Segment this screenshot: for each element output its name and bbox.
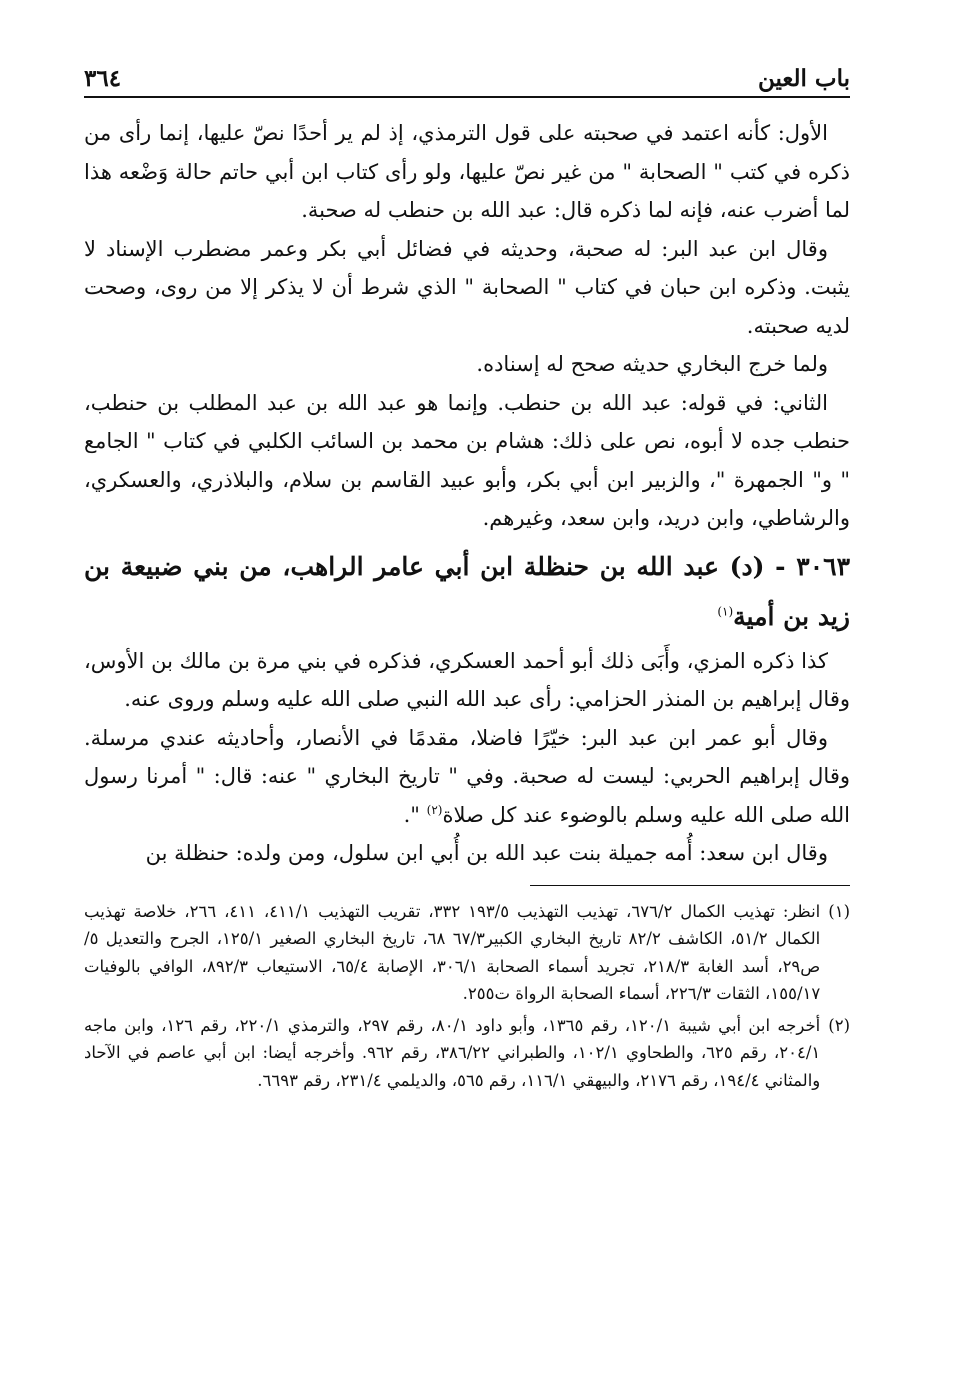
footnotes [84,898,850,1095]
footnote-2 [84,1012,850,1095]
footnote-ref-1: (١) [717,604,734,619]
paragraph-second-objection: الثاني: في قوله: عبد الله بن حنطب. وإنما هو عبد الله بن عبد المطلب بن حنطب، حنطب جده لا أبوه، نص على ذلك: هشام بن محمد بن السائب الكلبي في كتاب " الجامع " و" الجمهرة "، والزبير ابن أبي بكر، وأبو عبيد القاسم بن سلام، والبلاذري، والعسكري، والرشاطي، وابن دريد، وابن سعد، وغيرهم. [84,390,850,530]
footnote-text: انظر: تهذيب الكمال ٦٧٦/٢، تهذيب التهذيب ١٩٣/٥ ٣٣٢، تقريب التهذيب ٤١١/١، ٤١١، ٢٦٦، خلاصة تهذيب الكمال ٥١/٢، الكاشف ٨٢/٢ تاريخ البخاري الكبير٦٧/٣ ٦٨، تاريخ البخاري الصغير ١٢٥/١، الجرح والتعديل ٥/ص٢٩، أسد الغابة ٢١٨/٣، تجريد أسماء الصحابة ٣٠٦/١، الإصابة ٦٥/٤، الاستيعاب ٨٩٢/٣، الوافي بالوفيات ١٥٥/١٧، الثقات ٢٢٦/٣، أسماء الصحابة الرواة ت٢٥٥. [84,901,821,1003]
entry-heading [84,542,850,642]
paragraph-first-objection: الأول: كأنه اعتمد في صحبته على قول الترمذي، إذ لم ير أحدًا نصّ عليها، إنما رأى من ذكره في كتب " الصحابة " من غير نصّ عليها، ولو رأى كتاب ابن أبي حاتم حالة وَضْعه هذا لما أضرب عنه، فإنه لما ذكره قال: عبد الله بن حنطب له صحبة. [84,121,850,222]
entry-paragraph-ibn-sad [84,834,850,873]
entry-paragraph-tail: ". [403,802,427,827]
entry-paragraph-text: وقال ابن سعد: أُمه جميلة بنت عبد الله بن أُبي ابن سلول، ومن ولده: حنظلة بن [145,841,828,865]
footnote-1 [84,898,850,1008]
entry-paragraph-abu-umar [84,719,850,835]
footnote-ref-2: (٢) [426,802,443,817]
entry-heading-text: ٣٠٦٣ - (د) عبد الله بن حنظلة ابن أبي عامر الراهب، من بني ضبيعة بن زيد بن أمية [84,551,850,631]
footnote-number: (٢) [828,1015,850,1035]
paragraph-ibn-abd-al-barr: وقال ابن عبد البر: له صحبة، وحديثه في فضائل أبي بكر وعمر مضطرب الإسناد لا يثبت. وذكره ابن حبان في كتاب " الصحابة " الذي شرط أن لا يذكر إلا من روى، وصحت لديه صحبته. [84,236,850,338]
page-header [84,52,850,98]
entry-paragraph-text: كذا ذكره المزي، وأَبَى ذلك أبو أحمد العسكري، فذكره في بني مرة بن مالك بن الأوس، وقال إبراهيم بن المنذر الحزامي: رأى عبد الله النبي صلى الله عليه وسلم وروى عنه. [84,648,850,711]
footnote-text: أخرجه ابن أبي شيبة ١٢٠/١، رقم ١٣٦٥، وأبو داود ٨٠/١، رقم ٢٩٧، والترمذي ٢٢٠/١، رقم ١٢٦، وابن ماجه ٢٠٤/١، رقم ٦٢٥، والطحاوي ١٠٢/١، والطبراني ٣٨٦/٢٢، رقم ٩٦٢. وأخرجه أيضا: ابن أبي عاصم في الآحاد والمثاني ١٩٤/٤، رقم ٢١٧٦، والبيهقي ١١٦/١، رقم ٥٦٥، والديلمي ٢٣١/٤، رقم ٦٦٩٣. [84,1015,821,1090]
entry-paragraph-text: وقال أبو عمر ابن عبد البر: خيّرًا فاضلا، مقدمًا في الأنصار، وأحاديثه عندي مرسلة. وقال إبراهيم الحربي: ليست له صحبة. وفي " تاريخ البخاري " عنه: قال: " أمرنا رسول الله صلى الله عليه وسلم بالوضوء عند كل صلاة [84,725,850,827]
main-text [84,114,850,873]
entry-paragraph-mizzi [84,642,850,719]
footnote-divider [530,885,850,886]
paragraph-bukhari: ولما خرج البخاري حديثه صحح له إسناده. [476,352,828,376]
page-number: ٣٦٤ [84,65,122,92]
footnote-number: (١) [828,901,850,921]
chapter-title: باب العين [757,65,850,92]
page [84,52,850,1098]
